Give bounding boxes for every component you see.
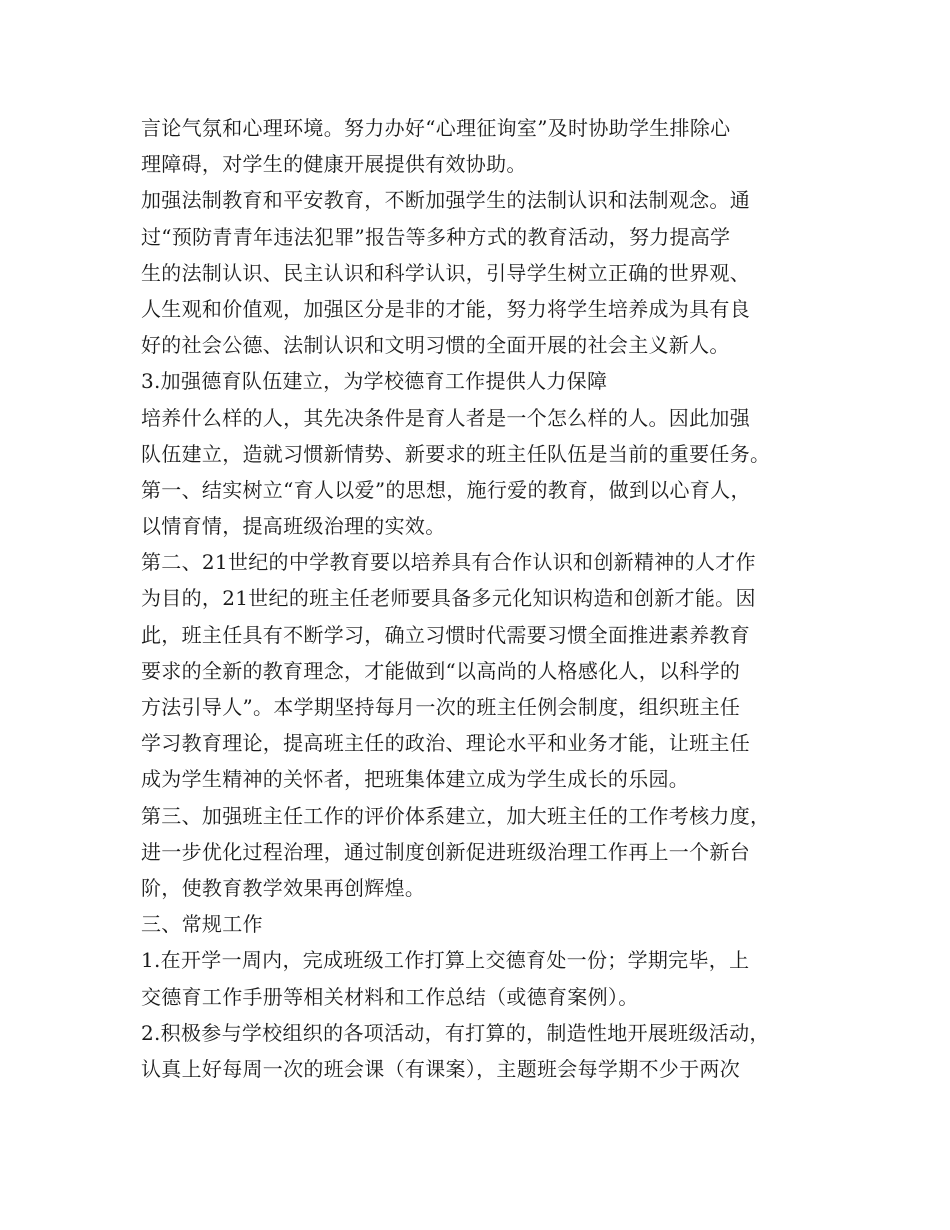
text-line: 阶，使教育教学效果再创辉煌。 xyxy=(141,875,426,900)
text-line: 第三、加强班主任工作的评价体系建立，加大班主任的工作考核力度， xyxy=(141,803,771,828)
text-line: 此，班主任具有不断学习，确立习惯时代需要习惯全面推进素养教育 xyxy=(141,622,750,647)
text-line: 第二、21世纪的中学教育要以培养具有合作认识和创新精神的人才作 xyxy=(141,550,756,575)
text-line: 交德育工作手册等相关材料和工作总结（或德育案例）。 xyxy=(141,984,639,1009)
text-line: 以情育情，提高班级治理的实效。 xyxy=(141,514,446,539)
section-heading: 三、常规工作 xyxy=(141,912,263,937)
text-line: 加强法制教育和平安教育，不断加强学生的法制认识和法制观念。通 xyxy=(141,188,750,213)
text-line: 第一、结实树立“育人以爱”的思想，施行爱的教育，做到以心育人， xyxy=(141,477,751,502)
text-line: 方法引导人”。本学期坚持每月一次的班主任例会制度，组织班主任 xyxy=(141,695,741,719)
text-line: 言论气氛和心理环境。努力办好“心理征询室”及时协助学生排除心 xyxy=(141,116,731,140)
text-line: 生的法制认识、民主认识和科学认识，引导学生树立正确的世界观、 xyxy=(141,260,750,285)
section-heading: 3.加强德育队伍建立，为学校德育工作提供人力保障 xyxy=(141,369,608,394)
text-line: 2.积极参与学校组织的各项活动，有打算的，制造性地开展班级活动， xyxy=(141,1020,770,1045)
text-line: 人生观和价值观，加强区分是非的才能，努力将学生培养成为具有良 xyxy=(141,296,750,321)
text-line: 培养什么样的人，其先决条件是育人者是一个怎么样的人。因此加强 xyxy=(141,405,750,430)
text-line: 学习教育理论，提高班主任的政治、理论水平和业务才能，让班主任 xyxy=(141,731,750,756)
text-line: 1.在开学一周内，完成班级工作打算上交德育处一份；学期完毕，上 xyxy=(141,948,750,973)
text-line: 要求的全新的教育理念，才能做到“以高尚的人格感化人，以科学的 xyxy=(141,658,741,683)
text-line: 为目的，21世纪的班主任老师要具备多元化知识构造和创新才能。因 xyxy=(141,586,756,611)
text-line: 进一步优化过程治理，通过制度创新促进班级治理工作再上一个新台 xyxy=(141,839,750,864)
text-line: 队伍建立，造就习惯新情势、新要求的班主任队伍是当前的重要任务。 xyxy=(141,441,771,466)
text-line: 认真上好每周一次的班会课（有课案），主题班会每学期不少于两次 xyxy=(141,1056,740,1081)
text-line: 理障碍，对学生的健康开展提供有效协助。 xyxy=(141,152,527,177)
document-body xyxy=(141,110,831,1087)
text-line: 成为学生精神的关怀者，把班集体建立成为学生成长的乐园。 xyxy=(141,767,690,792)
text-line: 过“预防青青年违法犯罪”报告等多种方式的教育活动，努力提高学 xyxy=(141,224,731,249)
text-line: 好的社会公德、法制认识和文明习惯的全面开展的社会主义新人。 xyxy=(141,333,730,358)
